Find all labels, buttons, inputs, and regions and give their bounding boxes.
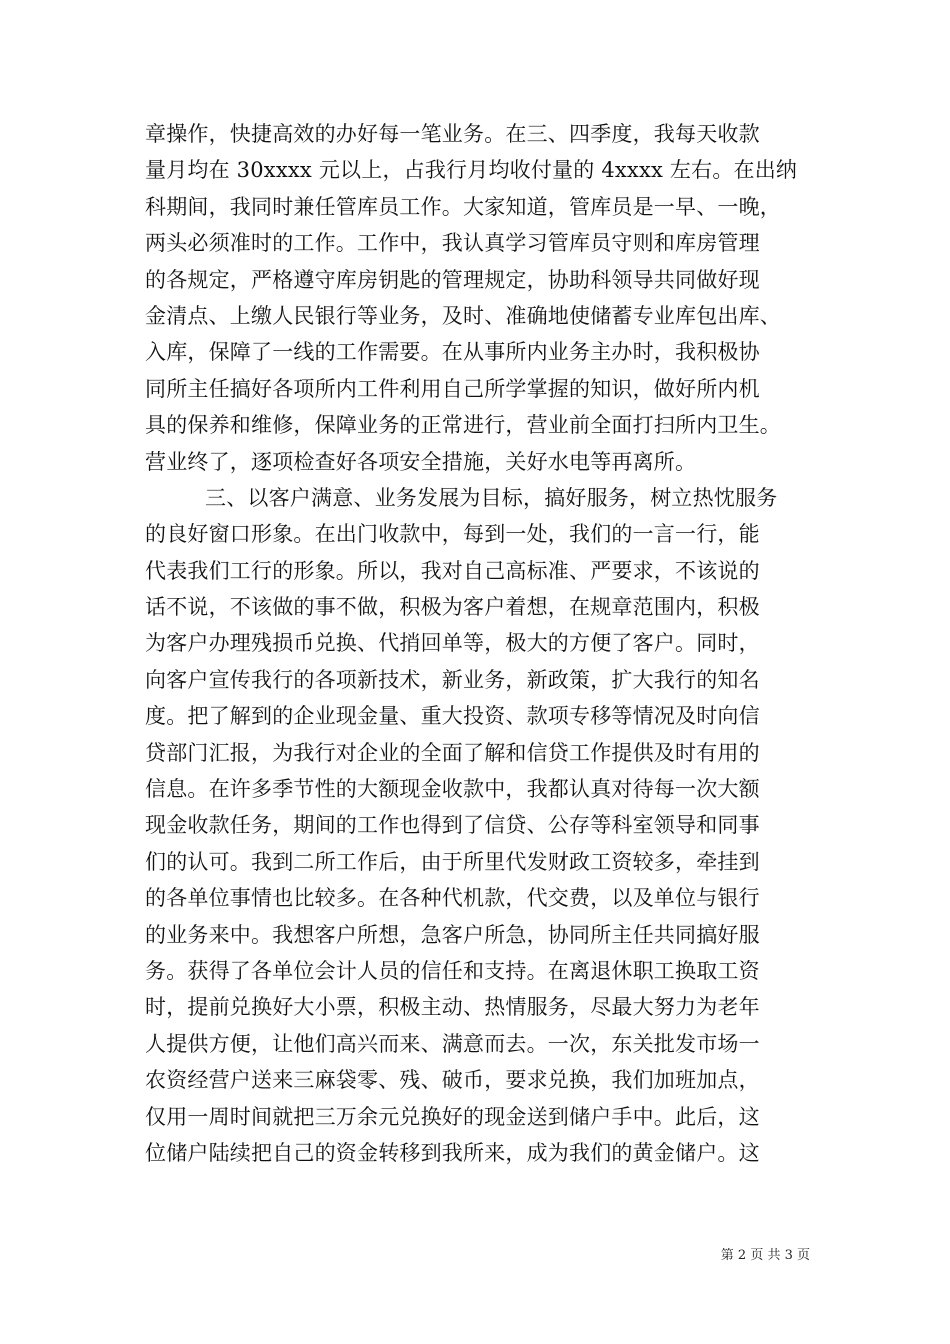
section-heading-line: 三、以客户满意、业务发展为目标，搞好服务，树立热忱服务 [205, 485, 778, 510]
text-line: 位储户陆续把自己的资金转移到我所来，成为我们的黄金储户。这 [145, 1140, 760, 1165]
text-line: 务。获得了各单位会计人员的信任和支持。在离退休职工换取工资 [145, 958, 760, 983]
text-line: 入库，保障了一线的工作需要。在从事所内业务主办时，我积极协 [145, 340, 760, 365]
text-line: 农资经营户送来三麻袋零、残、破币，要求兑换，我们加班加点， [145, 1068, 760, 1093]
text-line: 现金收款任务，期间的工作也得到了信贷、公存等科室领导和同事 [145, 813, 760, 838]
text-line: 的各单位事情也比较多。在各种代机款，代交费，以及单位与银行 [145, 886, 760, 911]
text-line: 时，提前兑换好大小票，积极主动、热情服务，尽最大努力为老年 [145, 995, 760, 1020]
text-line: 仅用一周时间就把三万余元兑换好的现金送到储户手中。此后，这 [145, 1104, 760, 1129]
page-number-footer: 第 2 页 共 3 页 [720, 1248, 810, 1263]
text-line: 具的保养和维修，保障业务的正常进行，营业前全面打扫所内卫生。 [145, 413, 781, 438]
text-line: 的业务来中。我想客户所想，急客户所急，协同所主任共同搞好服 [145, 922, 760, 947]
text-line: 两头必须准时的工作。工作中，我认真学习管库员守则和库房管理 [145, 231, 760, 256]
body-text [145, 116, 810, 1171]
text-line: 金清点、上缴人民银行等业务，及时、准确地使储蓄专业库包出库、 [145, 303, 781, 328]
text-line: 人提供方便，让他们高兴而来、满意而去。一次，东关批发市场一 [145, 1031, 760, 1056]
text-line: 代表我们工行的形象。所以，我对自己高标准、严要求，不该说的 [145, 558, 760, 583]
text-line: 营业终了，逐项检查好各项安全措施，关好水电等再离所。 [145, 449, 697, 474]
text-line: 度。把了解到的企业现金量、重大投资、款项专移等情况及时向信 [145, 704, 760, 729]
text-line: 们的认可。我到二所工作后，由于所里代发财政工资较多，牵挂到 [145, 849, 760, 874]
text-line: 贷部门汇报，为我行对企业的全面了解和信贷工作提供及时有用的 [145, 740, 760, 765]
text-line: 量月均在 30xxxx 元以上，占我行月均收付量的 4xxxx 左右。在出纳 [145, 158, 798, 183]
text-line: 的良好窗口形象。在出门收款中，每到一处，我们的一言一行，能 [145, 522, 760, 547]
text-line: 科期间，我同时兼任管库员工作。大家知道，管库员是一早、一晚， [145, 194, 781, 219]
text-line: 信息。在许多季节性的大额现金收款中，我都认真对待每一次大额 [145, 777, 760, 802]
text-line: 向客户宣传我行的各项新技术，新业务，新政策，扩大我行的知名 [145, 667, 760, 692]
text-line: 话不说，不该做的事不做，积极为客户着想，在规章范围内，积极 [145, 595, 760, 620]
text-line: 章操作，快捷高效的办好每一笔业务。在三、四季度，我每天收款 [145, 122, 760, 146]
text-line: 为客户办理残损币兑换、代捎回单等，极大的方便了客户。同时， [145, 631, 760, 656]
text-line: 的各规定，严格遵守库房钥匙的管理规定，协助科领导共同做好现 [145, 267, 760, 292]
text-line: 同所主任搞好各项所内工件利用自己所学掌握的知识，做好所内机 [145, 376, 760, 401]
